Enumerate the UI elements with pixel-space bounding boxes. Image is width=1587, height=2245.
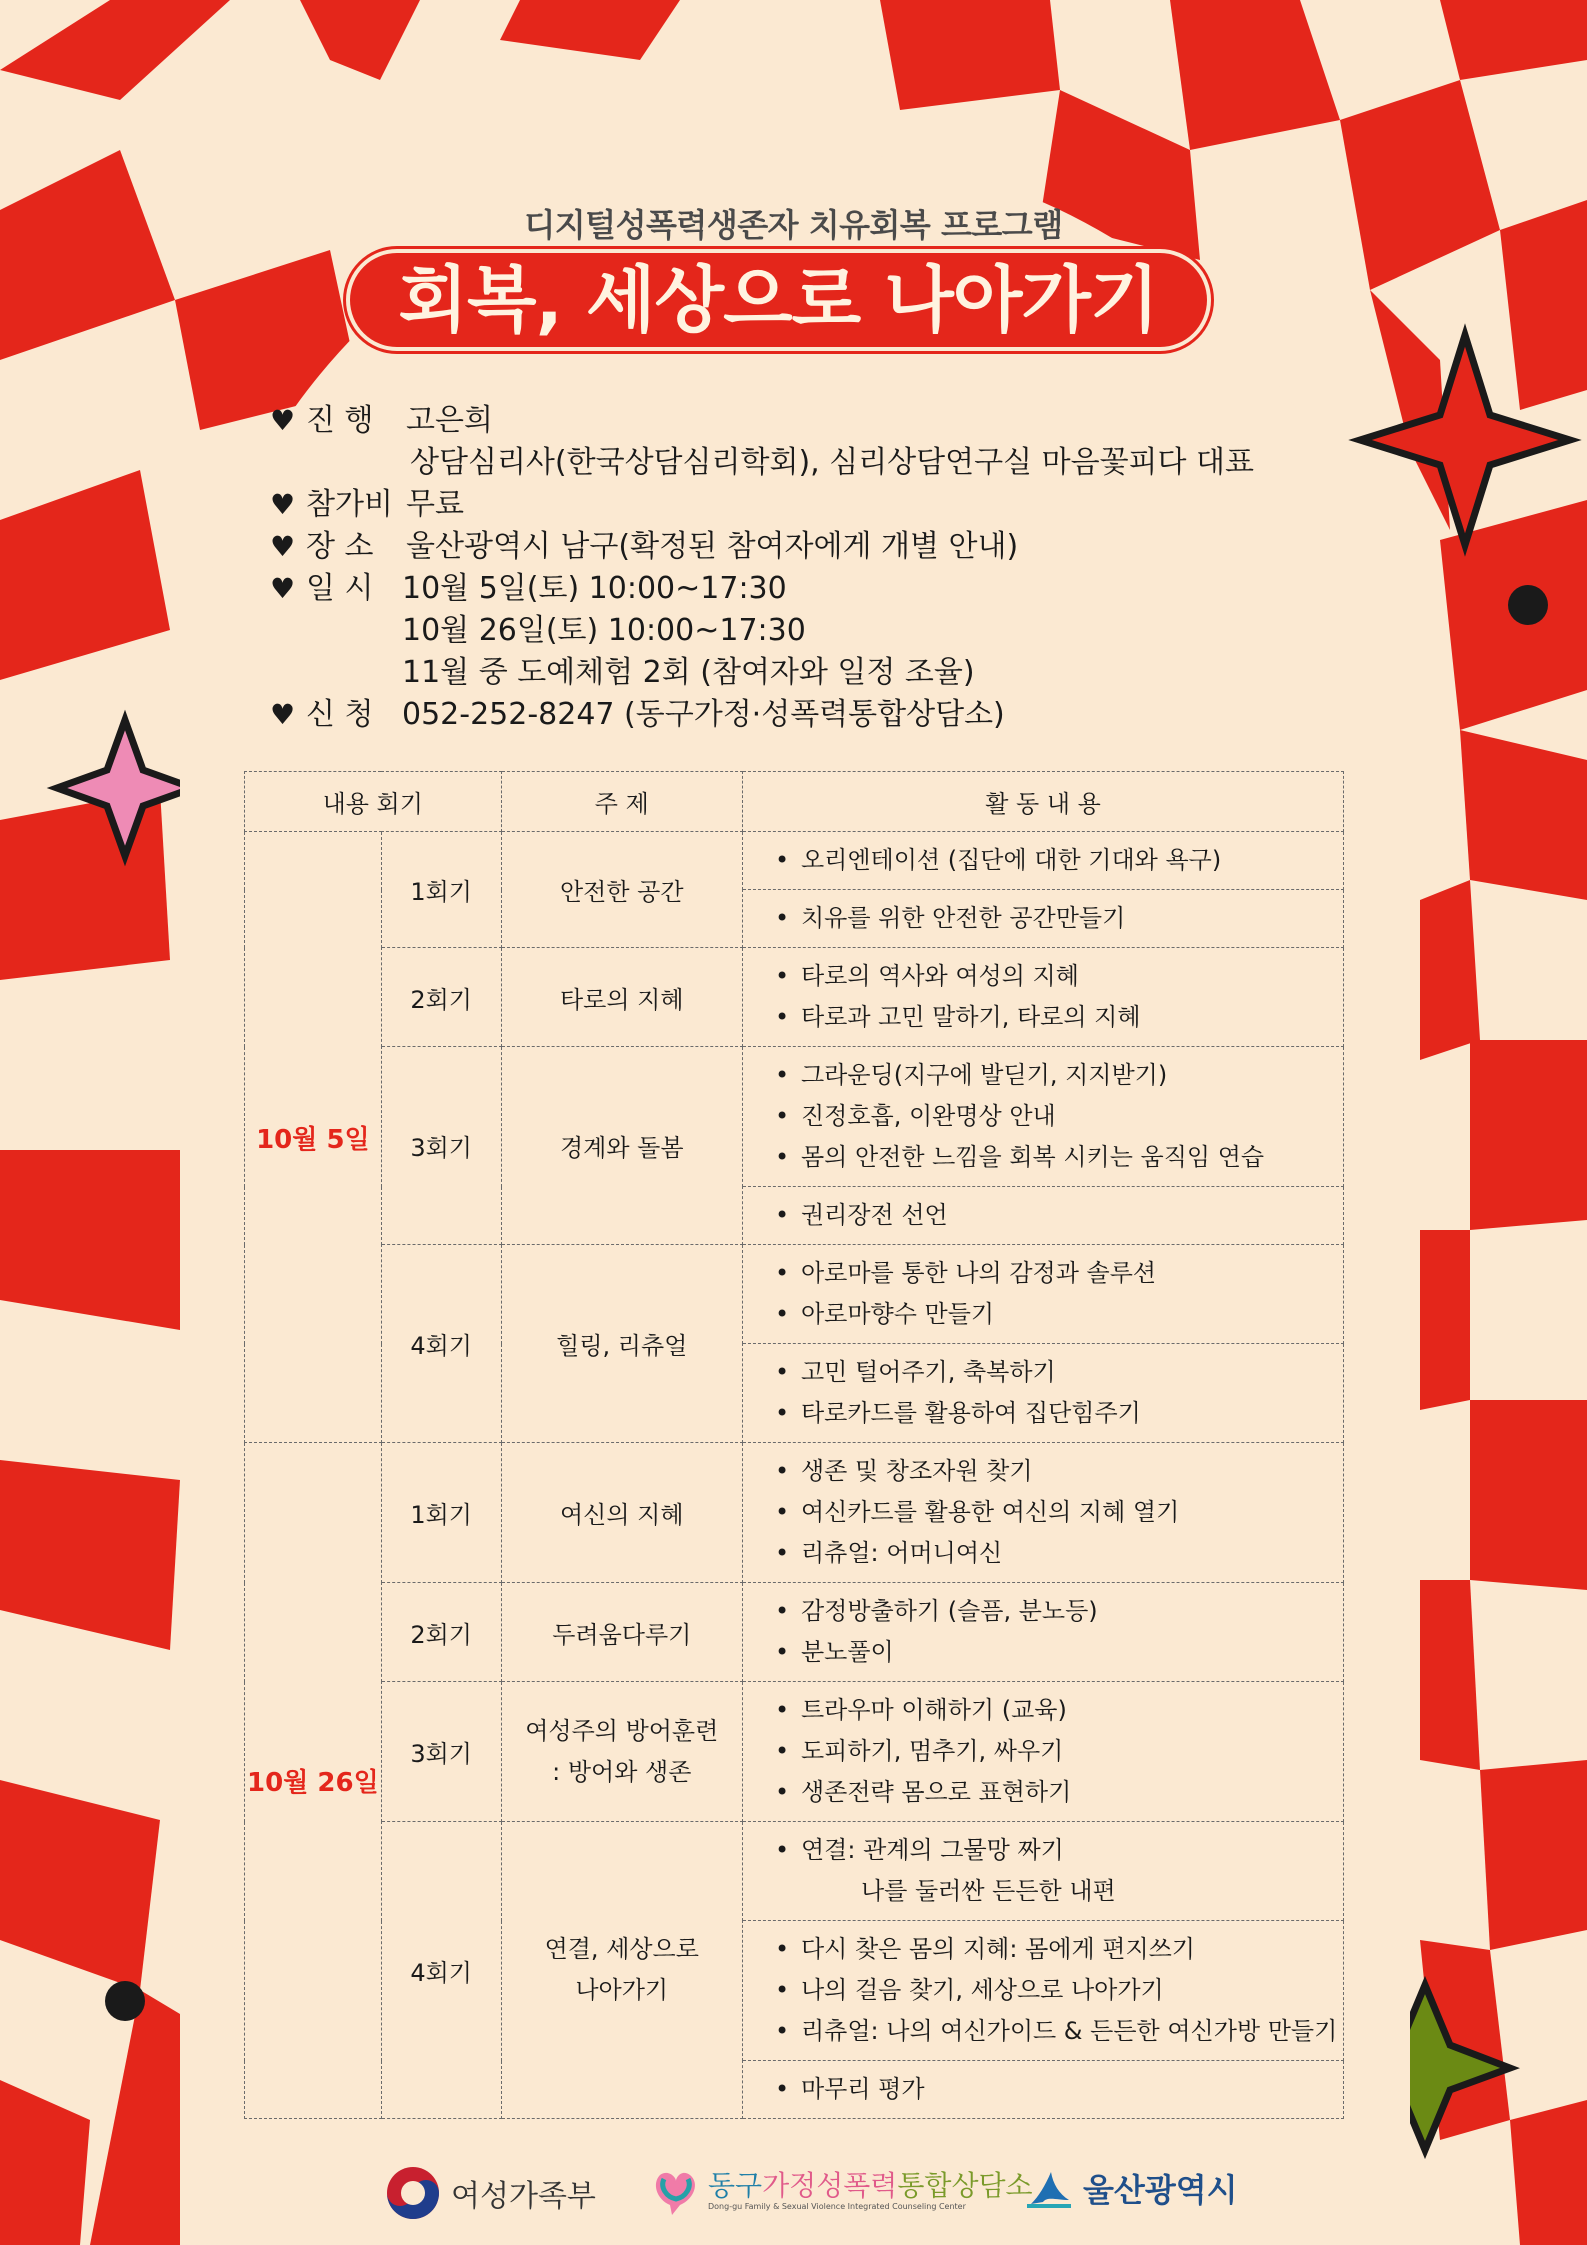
activity-cell: [743, 832, 1344, 890]
dot-decoration: [1508, 585, 1548, 625]
activity-item: • 나의 걸음 찾기, 세상으로 나아가기: [775, 1970, 1343, 2011]
activity-item: • 그라운딩(지구에 발딛기, 지지받기): [775, 1055, 1343, 1096]
column-header: 주 제: [501, 772, 742, 832]
city-name: 울산광역시: [1083, 2171, 1238, 2209]
activity-item: • 트라우마 이해하기 (교육): [775, 1690, 1343, 1731]
fee-value: 무료: [406, 487, 464, 522]
activity-cell: [743, 1921, 1344, 2061]
table-row: [245, 832, 1344, 890]
activity-item: • 분노풀이: [775, 1632, 1343, 1673]
activity-item: • 진정호흡, 이완명상 안내: [775, 1096, 1343, 1137]
table-row: [245, 1443, 1344, 1583]
activity-item: • 고민 털어주기, 축복하기: [775, 1352, 1343, 1393]
session-number: 4회기: [381, 1245, 501, 1443]
activity-cell: [743, 1682, 1344, 1822]
fee-label: 참가비: [306, 487, 393, 522]
date-value-1: 10월 5일(토) 10:00~17:30: [402, 571, 787, 606]
title-banner: [350, 253, 1207, 347]
activity-cell: [743, 2061, 1344, 2119]
center-name-en: Dong-gu Family & Sexual Violence Integrated Counseling Center: [708, 2201, 966, 2211]
ulsan-logo-icon: [1025, 2166, 1073, 2210]
place-label: 장 소: [306, 529, 374, 564]
activity-item: • 타로과 고민 말하기, 타로의 지혜: [775, 997, 1343, 1038]
session-number: 3회기: [381, 1047, 501, 1245]
table-row: [245, 1583, 1344, 1682]
heart-icon: ♥: [270, 572, 296, 605]
activity-item: • 감정방출하기 (슬픔, 분노등): [775, 1591, 1343, 1632]
activity-cell: [743, 1344, 1344, 1443]
session-number: 1회기: [381, 1443, 501, 1583]
dot-decoration: [105, 1981, 145, 2021]
center-logo-icon: [650, 2165, 702, 2217]
session-number: 1회기: [381, 832, 501, 948]
facilitator-label: 진 행: [306, 403, 374, 438]
theme-line: 여성주의 방어훈련: [525, 1716, 719, 1745]
theme-line: 나아가기: [575, 1976, 669, 2004]
date-value-2: 10월 26일(토) 10:00~17:30: [402, 613, 806, 648]
heart-icon: ♥: [270, 530, 296, 563]
ministry-name: 여성가족부: [451, 2179, 596, 2214]
day-date: 10월 5일: [245, 832, 382, 1443]
activity-item: • 타로카드를 활용하여 집단힘주기: [775, 1393, 1343, 1434]
heart-icon: ♥: [270, 404, 296, 437]
heart-icon: ♥: [270, 488, 296, 521]
facilitator-name: 고은희: [406, 403, 493, 438]
session-theme: 안전한 공간: [501, 832, 742, 948]
activity-item: • 생존 및 창조자원 찾기: [775, 1451, 1343, 1492]
center-name-part3: 통합상담소: [897, 2168, 1033, 2202]
program-table: [244, 771, 1344, 2119]
activity-item: • 생존전략 몸으로 표현하기: [775, 1772, 1343, 1813]
activity-cell: [743, 1822, 1344, 1921]
place-value: 울산광역시 남구(확정된 참여자에게 개별 안내): [406, 529, 1019, 564]
session-theme: 힐링, 리츄얼: [501, 1245, 742, 1443]
column-header: 내용 회기: [245, 772, 502, 832]
activity-cell: [743, 890, 1344, 948]
table-header-row: [245, 772, 1344, 832]
table-row: [245, 1682, 1344, 1822]
activity-item: • 도피하기, 멈추기, 싸우기: [775, 1731, 1343, 1772]
session-number: 3회기: [381, 1682, 501, 1822]
session-theme: 경계와 돌봄: [501, 1047, 742, 1245]
day-date: 10월 26일: [245, 1443, 382, 2119]
heart-icon: ♥: [270, 698, 296, 731]
page-title: 회복, 세상으로 나아가기: [398, 258, 1159, 342]
city-logo: [1025, 2165, 1238, 2211]
center-logo: [650, 2165, 1033, 2217]
table-row: [245, 1822, 1344, 1921]
activity-cell: [743, 1245, 1344, 1344]
theme-line: : 방어와 생존: [552, 1757, 692, 1786]
taegeuk-logo-icon: [385, 2165, 441, 2221]
center-name-part2: 가정성폭력: [762, 2168, 898, 2202]
activity-item: • 여신카드를 활용한 여신의 지혜 열기: [775, 1492, 1343, 1533]
center-name-part1: 동구: [708, 2168, 763, 2202]
activity-item: • 치유를 위한 안전한 공간만들기: [775, 898, 1343, 939]
activity-cell: [743, 1187, 1344, 1245]
activity-item: • 리츄얼: 나의 여신가이드 & 든든한 여신가방 만들기: [775, 2011, 1343, 2052]
activity-item: • 권리장전 선언: [775, 1195, 1343, 1236]
session-theme: 타로의 지혜: [501, 948, 742, 1047]
column-header: 활 동 내 용: [743, 772, 1344, 832]
session-theme: [501, 1682, 742, 1822]
apply-value: 052-252-8247 (동구가정·성폭력통합상담소): [402, 697, 1005, 732]
activity-item: • 다시 찾은 몸의 지혜: 몸에게 편지쓰기: [775, 1929, 1343, 1970]
facilitator-desc: 상담심리사(한국상담심리학회), 심리상담연구실 마음꽃피다 대표: [410, 445, 1255, 480]
activity-item: • 리츄얼: 어머니여신: [775, 1533, 1343, 1574]
session-number: 2회기: [381, 1583, 501, 1682]
theme-line: 연결, 세상으로: [544, 1935, 699, 1963]
session-number: 2회기: [381, 948, 501, 1047]
activity-item: • 타로의 역사와 여성의 지혜: [775, 956, 1343, 997]
apply-label: 신 청: [306, 697, 374, 732]
activity-item-continued: 나를 둘러싼 든든한 내편: [861, 1877, 1116, 1905]
table-row: [245, 948, 1344, 1047]
program-subtitle: 디지털성폭력생존자 치유회복 프로그램: [524, 206, 1063, 244]
table-row: [245, 1047, 1344, 1187]
ministry-logo: [385, 2165, 596, 2221]
activity-cell: [743, 948, 1344, 1047]
activity-cell: [743, 1443, 1344, 1583]
session-theme: 두려움다루기: [501, 1583, 742, 1682]
session-theme: 여신의 지혜: [501, 1443, 742, 1583]
activity-cell: [743, 1047, 1344, 1187]
activity-item: • 아로마향수 만들기: [775, 1294, 1343, 1335]
session-number: 4회기: [381, 1822, 501, 2119]
date-value-3: 11월 중 도예체험 2회 (참여자와 일정 조율): [402, 655, 975, 690]
activity-item: • 연결: 관계의 그물망 짜기: [775, 1830, 1343, 1871]
table-row: [245, 1245, 1344, 1344]
sponsor-logos: [0, 2165, 1587, 2225]
activity-item: • 몸의 안전한 느낌을 회복 시키는 움직임 연습: [775, 1137, 1343, 1178]
activity-item: • 오리엔테이션 (집단에 대한 기대와 욕구): [775, 840, 1343, 881]
activity-cell: [743, 1583, 1344, 1682]
session-theme: [501, 1822, 742, 2119]
activity-item: • 아로마를 통한 나의 감정과 솔루션: [775, 1253, 1343, 1294]
activity-item: • 마무리 평가: [775, 2069, 1343, 2110]
date-label: 일 시: [306, 571, 374, 606]
